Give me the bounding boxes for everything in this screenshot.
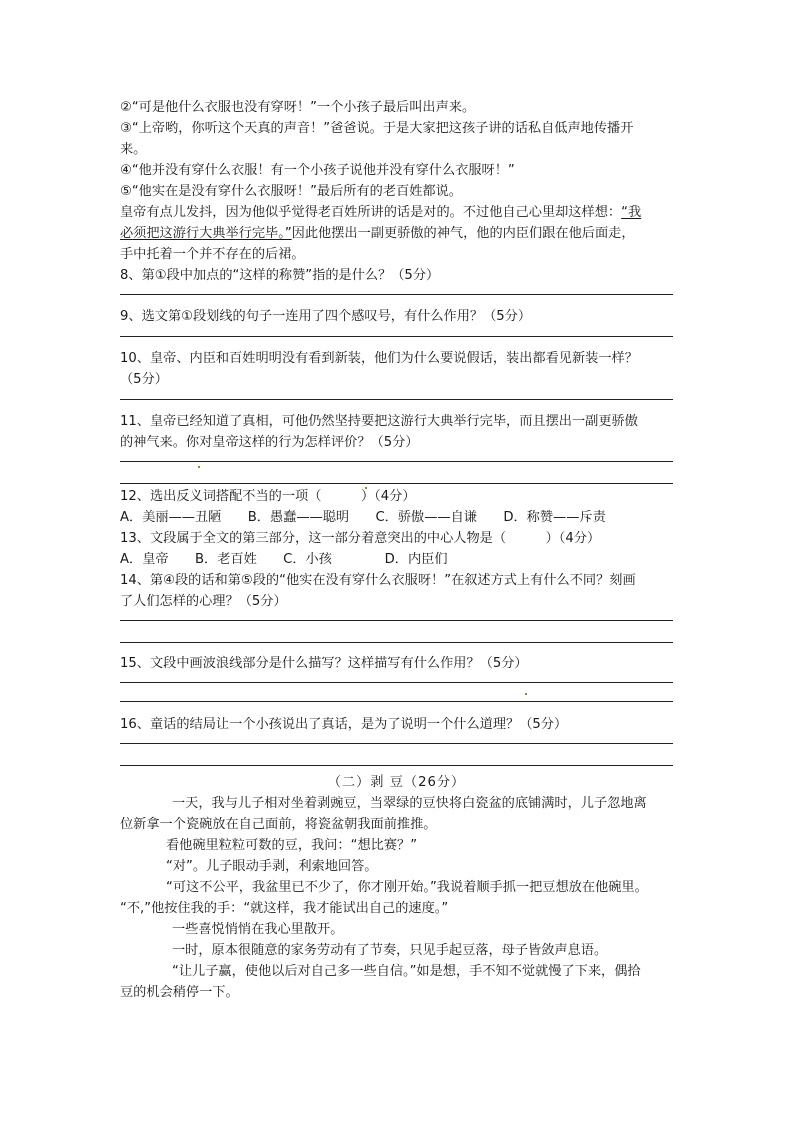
passage-paragraph-2: ②“可是他什么衣服也没有穿呀！”一个小孩子最后叫出声来。 [120,100,476,115]
scan-speck [198,466,200,468]
section-2-paragraph-7-cont: 豆的机会稍停一下。 [120,985,239,1000]
question-12-options: A．美丽——丑陋 B．愚蠢——聪明 C．骄傲——自谦 D．称赞——斥责 [120,510,606,525]
passage-paragraph-3: ③“上帝哟，你听这个天真的声音！”爸爸说。于是大家把这孩子讲的话私自低声地传播开 [120,121,634,136]
section-2-paragraph-4-cont: “不,”他按住我的手：“就这样，我才能试出自己的速度。” [120,901,449,916]
question-10-cont: （5分） [120,372,168,387]
section-2-paragraph-4: “可这不公平，我盆里已不少了，你才刚开始。”我说着顺手抓一把豆想放在他碗里。 [166,880,648,895]
section-2-paragraph-1: 一天，我与儿子相对坐着剥豌豆，当翠绿的豆快将白瓷盆的底铺满时，儿子忽地离 [172,796,647,811]
scan-speck [365,487,367,489]
wavy-underlined-text: “我 [621,205,642,220]
passage-paragraph-4: ④“他并没有穿什么衣服！有一个小孩子说他并没有穿什么衣服呀！” [120,163,515,178]
question-11-cont: 的神气来。你对皇帝这样的行为怎样评价？（5分） [120,435,419,450]
question-14: 14、第④段的话和第⑤段的“他实在没有穿什么衣服呀！”在叙述方式上有什么不同？刻画 [120,573,636,588]
section-2-title: （二）剥 豆（26分） [327,775,466,790]
scan-speck [525,693,527,695]
section-2-paragraph-7: “让儿子赢，使他以后对自己多一些自信。”如是想，手不知不觉就慢了下来，偶拾 [172,964,641,979]
question-15: 15、文段中画波浪线部分是什么描写？这样描写有什么作用？（5分） [120,656,528,671]
passage-paragraph-6: 皇帝有点儿发抖，因为他似乎觉得老百姓所讲的话是对的。不过他自己心里却这样想：“我 [120,205,642,220]
section-2-paragraph-5: 一些喜悦悄悄在我心里散开。 [172,922,344,937]
question-14-cont: 了人们怎样的心理？（5分） [120,594,287,609]
question-10: 10、皇帝、内臣和百姓明明没有看到新装，他们为什么要说假话，装出都看见新装一样？ [120,351,638,366]
exam-page [120,97,673,1003]
passage-paragraph-6-end: 手中托着一个并不存在的后裙。 [120,247,305,262]
question-8: 8、第①段中加点的“这样的称赞”指的是什么？（5分） [120,268,440,283]
answer-line-16b[interactable] [120,765,673,766]
question-13-options: A．皇帝 B．老百姓 C．小孩 D．内臣们 [120,552,448,567]
question-16: 16、童话的结局让一个小孩说出了真话，是为了说明一个什么道理？（5分） [120,717,568,732]
wavy-underlined-text-cont: 必须把这游行大典举行完毕。” [120,226,292,241]
question-13: 13、文段属于全文的第三部分，这一部分着意突出的中心人物是（ ）（4分） [120,531,601,546]
section-2-paragraph-1-cont: 位新拿一个瓷碗放在自己面前，将瓷盆朝我面前推推。 [120,817,437,832]
passage-paragraph-5: ⑤“他实在是没有穿什么衣服呀！”最后所有的老百姓都说。 [120,184,462,199]
section-2-paragraph-2: 看他碗里粒粒可数的豆，我问：“想比赛？” [166,838,418,853]
question-9: 9、选文第①段划线的句子一连用了四个感叹号，有什么作用？（5分） [120,309,532,324]
question-11: 11、皇帝已经知道了真相，可他仍然坚持要把这游行大典举行完毕，而且摆出一副更骄傲 [120,414,638,429]
question-12: 12、选出反义词搭配不当的一项（ ）（4分） [120,489,416,504]
passage-paragraph-6-cont: 必须把这游行大典举行完毕。”因此他摆出一副更骄傲的神气，他的内臣们跟在他后面走， [120,226,635,241]
section-2-paragraph-6: 一时，原本很随意的家务劳动有了节奏，只见手起豆落，母子皆敛声息语。 [172,943,608,958]
section-2-paragraph-3: “对”。儿子眼动手剥，利索地回答。 [166,859,378,874]
passage-paragraph-3-cont: 来。 [120,142,147,157]
